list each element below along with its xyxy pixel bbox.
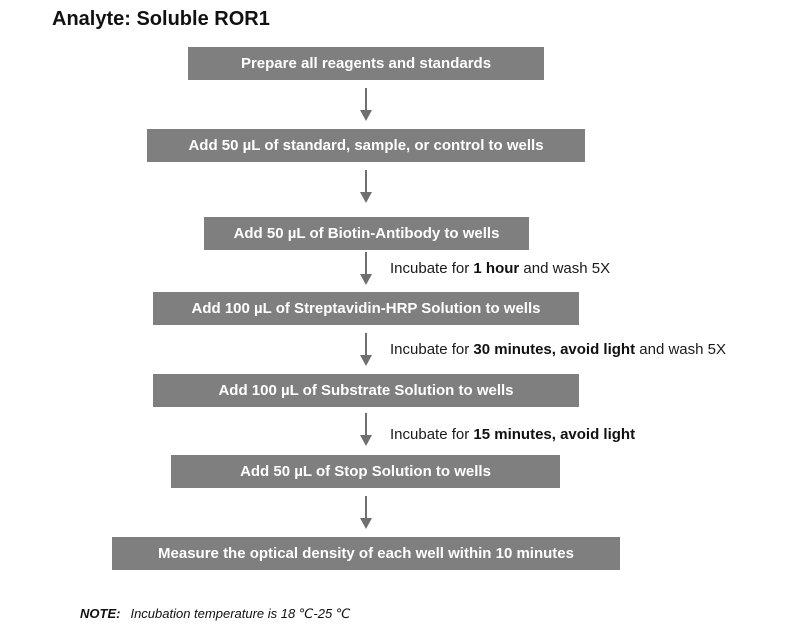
arrow-down-icon xyxy=(358,170,374,204)
incubation-note-3: Incubate for 15 minutes, avoid light xyxy=(390,426,636,443)
arrow-down-icon xyxy=(358,252,374,286)
arrow-down-icon xyxy=(358,333,374,367)
incubation-note-2: Incubate for 30 minutes, avoid light and wash 5X xyxy=(390,341,726,358)
step-box-stop-solution: Add 50 µL of Stop Solution to wells xyxy=(171,455,560,488)
step-box-substrate: Add 100 µL of Substrate Solution to wells xyxy=(153,374,579,407)
step-box-streptavidin-hrp: Add 100 µL of Streptavidin-HRP Solution to wells xyxy=(153,292,579,325)
arrow-down-icon xyxy=(358,88,374,122)
arrow-down-icon xyxy=(358,496,374,530)
arrow-down-icon xyxy=(358,413,374,447)
diagram-title: Analyte: Soluble ROR1 xyxy=(52,8,270,30)
incubation-temperature-note xyxy=(80,606,350,622)
step-box-biotin-antibody: Add 50 µL of Biotin-Antibody to wells xyxy=(204,217,529,250)
note-text: Incubation temperature is 18 ℃-25 ℃ xyxy=(130,606,351,621)
incubation-note-1: Incubate for 1 hour and wash 5X xyxy=(390,260,611,277)
step-box-prepare: Prepare all reagents and standards xyxy=(188,47,544,80)
step-box-add-sample: Add 50 µL of standard, sample, or control to wells xyxy=(147,129,585,162)
step-box-measure-od: Measure the optical density of each well within 10 minutes xyxy=(112,537,620,570)
note-label: NOTE: xyxy=(80,606,121,621)
